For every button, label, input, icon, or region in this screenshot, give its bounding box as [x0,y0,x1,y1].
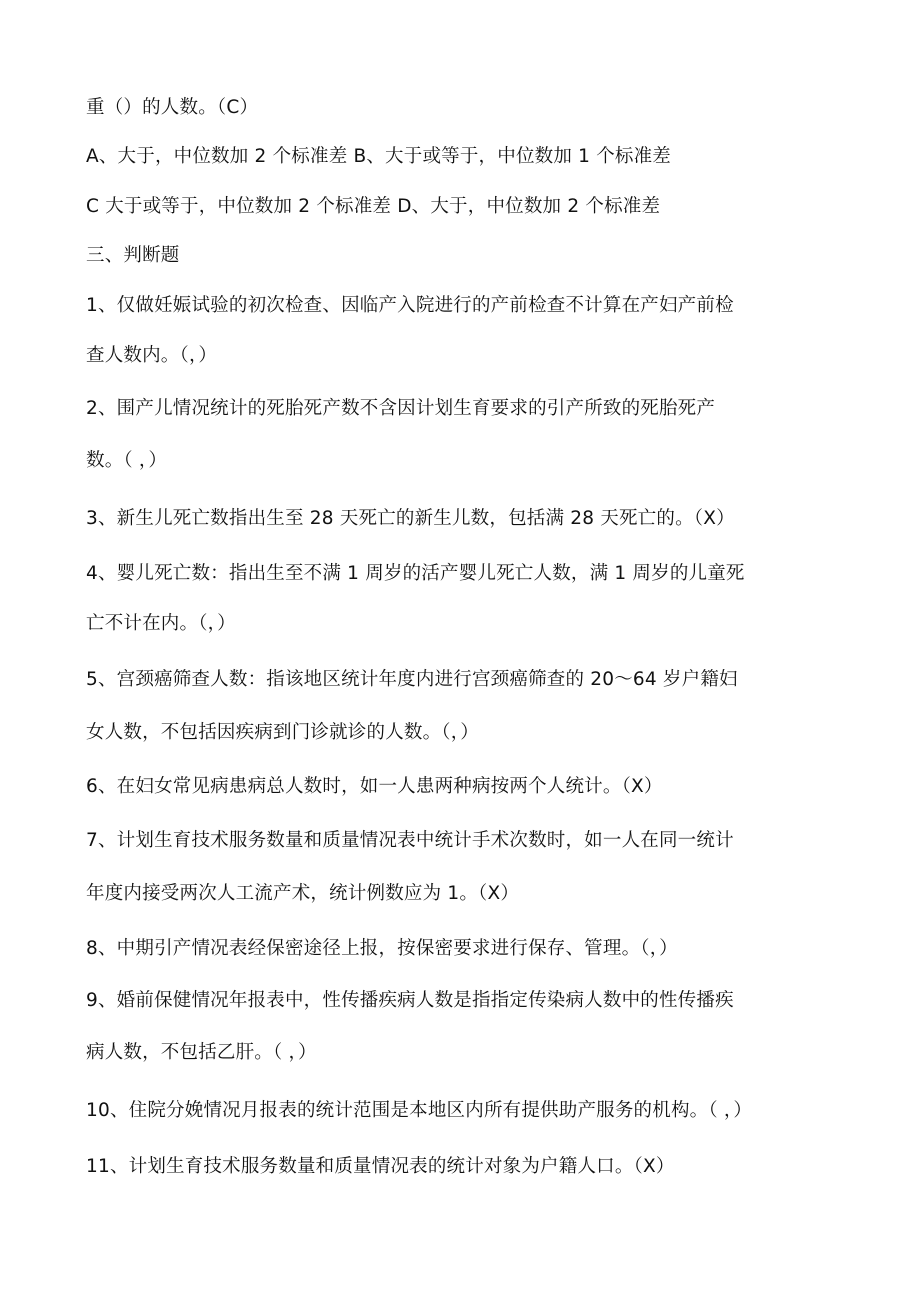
question-stem-continuation: 重（）的人数。（C） [86,97,259,118]
choice-line-a-b: A、大于，中位数加 2 个标准差 B、大于或等于，中位数加 1 个标准差 [86,146,671,167]
item-5-line-2: 女人数，不包括因疾病到门诊就诊的人数。（，） [86,722,479,743]
item-8: 8、中期引产情况表经保密途径上报，按保密要求进行保存、管理。（，） [86,938,678,959]
item-9-line-1: 9、婚前保健情况年报表中，性传播疾病人数是指指定传染病人数中的性传播疾 [86,990,734,1011]
item-6: 6、在妇女常见病患病总人数时，如一人患两种病按两个人统计。（X） [86,776,663,797]
item-10: 10、住院分娩情况月报表的统计范围是本地区内所有提供助产服务的机构。（ ，） [86,1100,753,1121]
item-7-line-1: 7、计划生育技术服务数量和质量情况表中统计手术次数时，如一人在同一统计 [86,830,734,851]
item-4-line-2: 亡不计在内。（，） [86,613,236,634]
item-11: 11、计划生育技术服务数量和质量情况表的统计对象为户籍人口。（X） [86,1156,675,1177]
item-1-line-1: 1、仅做妊娠试验的初次检查、因临产入院进行的产前检查不计算在产妇产前检 [86,295,734,316]
item-7-line-2: 年度内接受两次人工流产术，统计例数应为 1。（X） [86,883,520,904]
item-9-line-2: 病人数，不包括乙肝。（ ，） [86,1042,317,1063]
item-4-line-1: 4、婴儿死亡数：指出生至不满 1 周岁的活产婴儿死亡人数，满 1 周岁的儿童死 [86,563,745,584]
item-2-line-2: 数。（ ，） [86,450,168,471]
choice-line-c-d: C 大于或等于，中位数加 2 个标准差 D、大于，中位数加 2 个标准差 [86,196,661,217]
item-5-line-1: 5、宫颈癌筛查人数：指该地区统计年度内进行宫颈癌筛查的 20〜64 岁户籍妇 [86,669,738,690]
item-1-line-2: 查人数内。（，） [86,345,218,366]
section-heading: 三、判断题 [86,245,180,266]
item-3: 3、新生儿死亡数指出生至 28 天死亡的新生儿数，包括满 28 天死亡的。（X） [86,508,735,529]
item-2-line-1: 2、围产儿情况统计的死胎死产数不含因计划生育要求的引产所致的死胎死产 [86,398,716,419]
